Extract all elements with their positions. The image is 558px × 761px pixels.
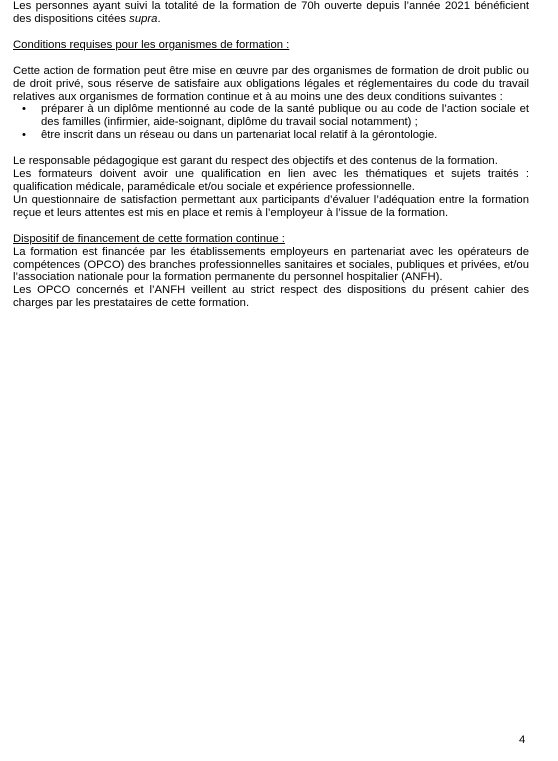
- list-item-text: être inscrit dans un réseau ou dans un partenariat local relatif à la gérontologie.: [41, 129, 438, 142]
- formateurs-paragraph: Les formateurs doivent avoir une qualification en lien avec les thématiques et sujets traités : qualification médicale, paramédicale et/ou sociale et expérience professionnelle.: [13, 168, 529, 193]
- list-item: [13, 129, 529, 142]
- intro-italic: supra: [129, 12, 158, 25]
- page-number: 4: [519, 734, 526, 746]
- list-item-text: préparer à un diplôme mentionné au code de la santé publique ou au code de l’action sociale et des familles (infirmier, aide-soignant, diplôme du travail social notamment) ;: [41, 103, 529, 129]
- conditions-paragraph: Cette action de formation peut être mise en œuvre par des organismes de formation de droit public ou de droit privé, sous réserve de satisfaire aux obligations légales et réglementaires du code du travail relatives aux organismes de formation continue et à au moins une des deux conditions suivantes :: [13, 64, 529, 103]
- opco-paragraph: Les OPCO concernés et l’ANFH veillent au strict respect des dispositions du présent cahier des charges par les prestataires de cette formation.: [13, 284, 529, 310]
- intro-end: .: [157, 12, 161, 25]
- intro-paragraph: [13, 0, 529, 26]
- conditions-list: [13, 103, 529, 142]
- financement-heading: Dispositif de financement de cette formation continue :: [13, 232, 285, 245]
- intro-text: Les personnes ayant suivi la totalité de la formation de 70h ouverte depuis l’année 2021 bénéficient des dispositions citées: [13, 0, 529, 25]
- list-item: [13, 103, 529, 129]
- conditions-heading: Conditions requises pour les organismes de formation :: [13, 38, 290, 51]
- bullet-icon: •: [22, 129, 26, 142]
- questionnaire-paragraph: Un questionnaire de satisfaction permettant aux participants d’évaluer l’adéquation entre la formation reçue et leurs attentes est mis en place et remis à l’employeur à l’issue de la formation.: [13, 193, 529, 219]
- responsable-paragraph: Le responsable pédagogique est garant du respect des objectifs et des contenus de la formation.: [13, 155, 498, 168]
- financement-paragraph: La formation est financée par les établissements employeurs en partenariat avec les opérateurs de compétences (OPCO) des branches professionnelles sanitaires et sociales, publiques et privées, et/ou l’association nationale pour la formation permanente du personnel hospitalier (ANFH).: [13, 245, 529, 284]
- bullet-icon: •: [22, 103, 26, 116]
- document-page: [13, 0, 529, 310]
